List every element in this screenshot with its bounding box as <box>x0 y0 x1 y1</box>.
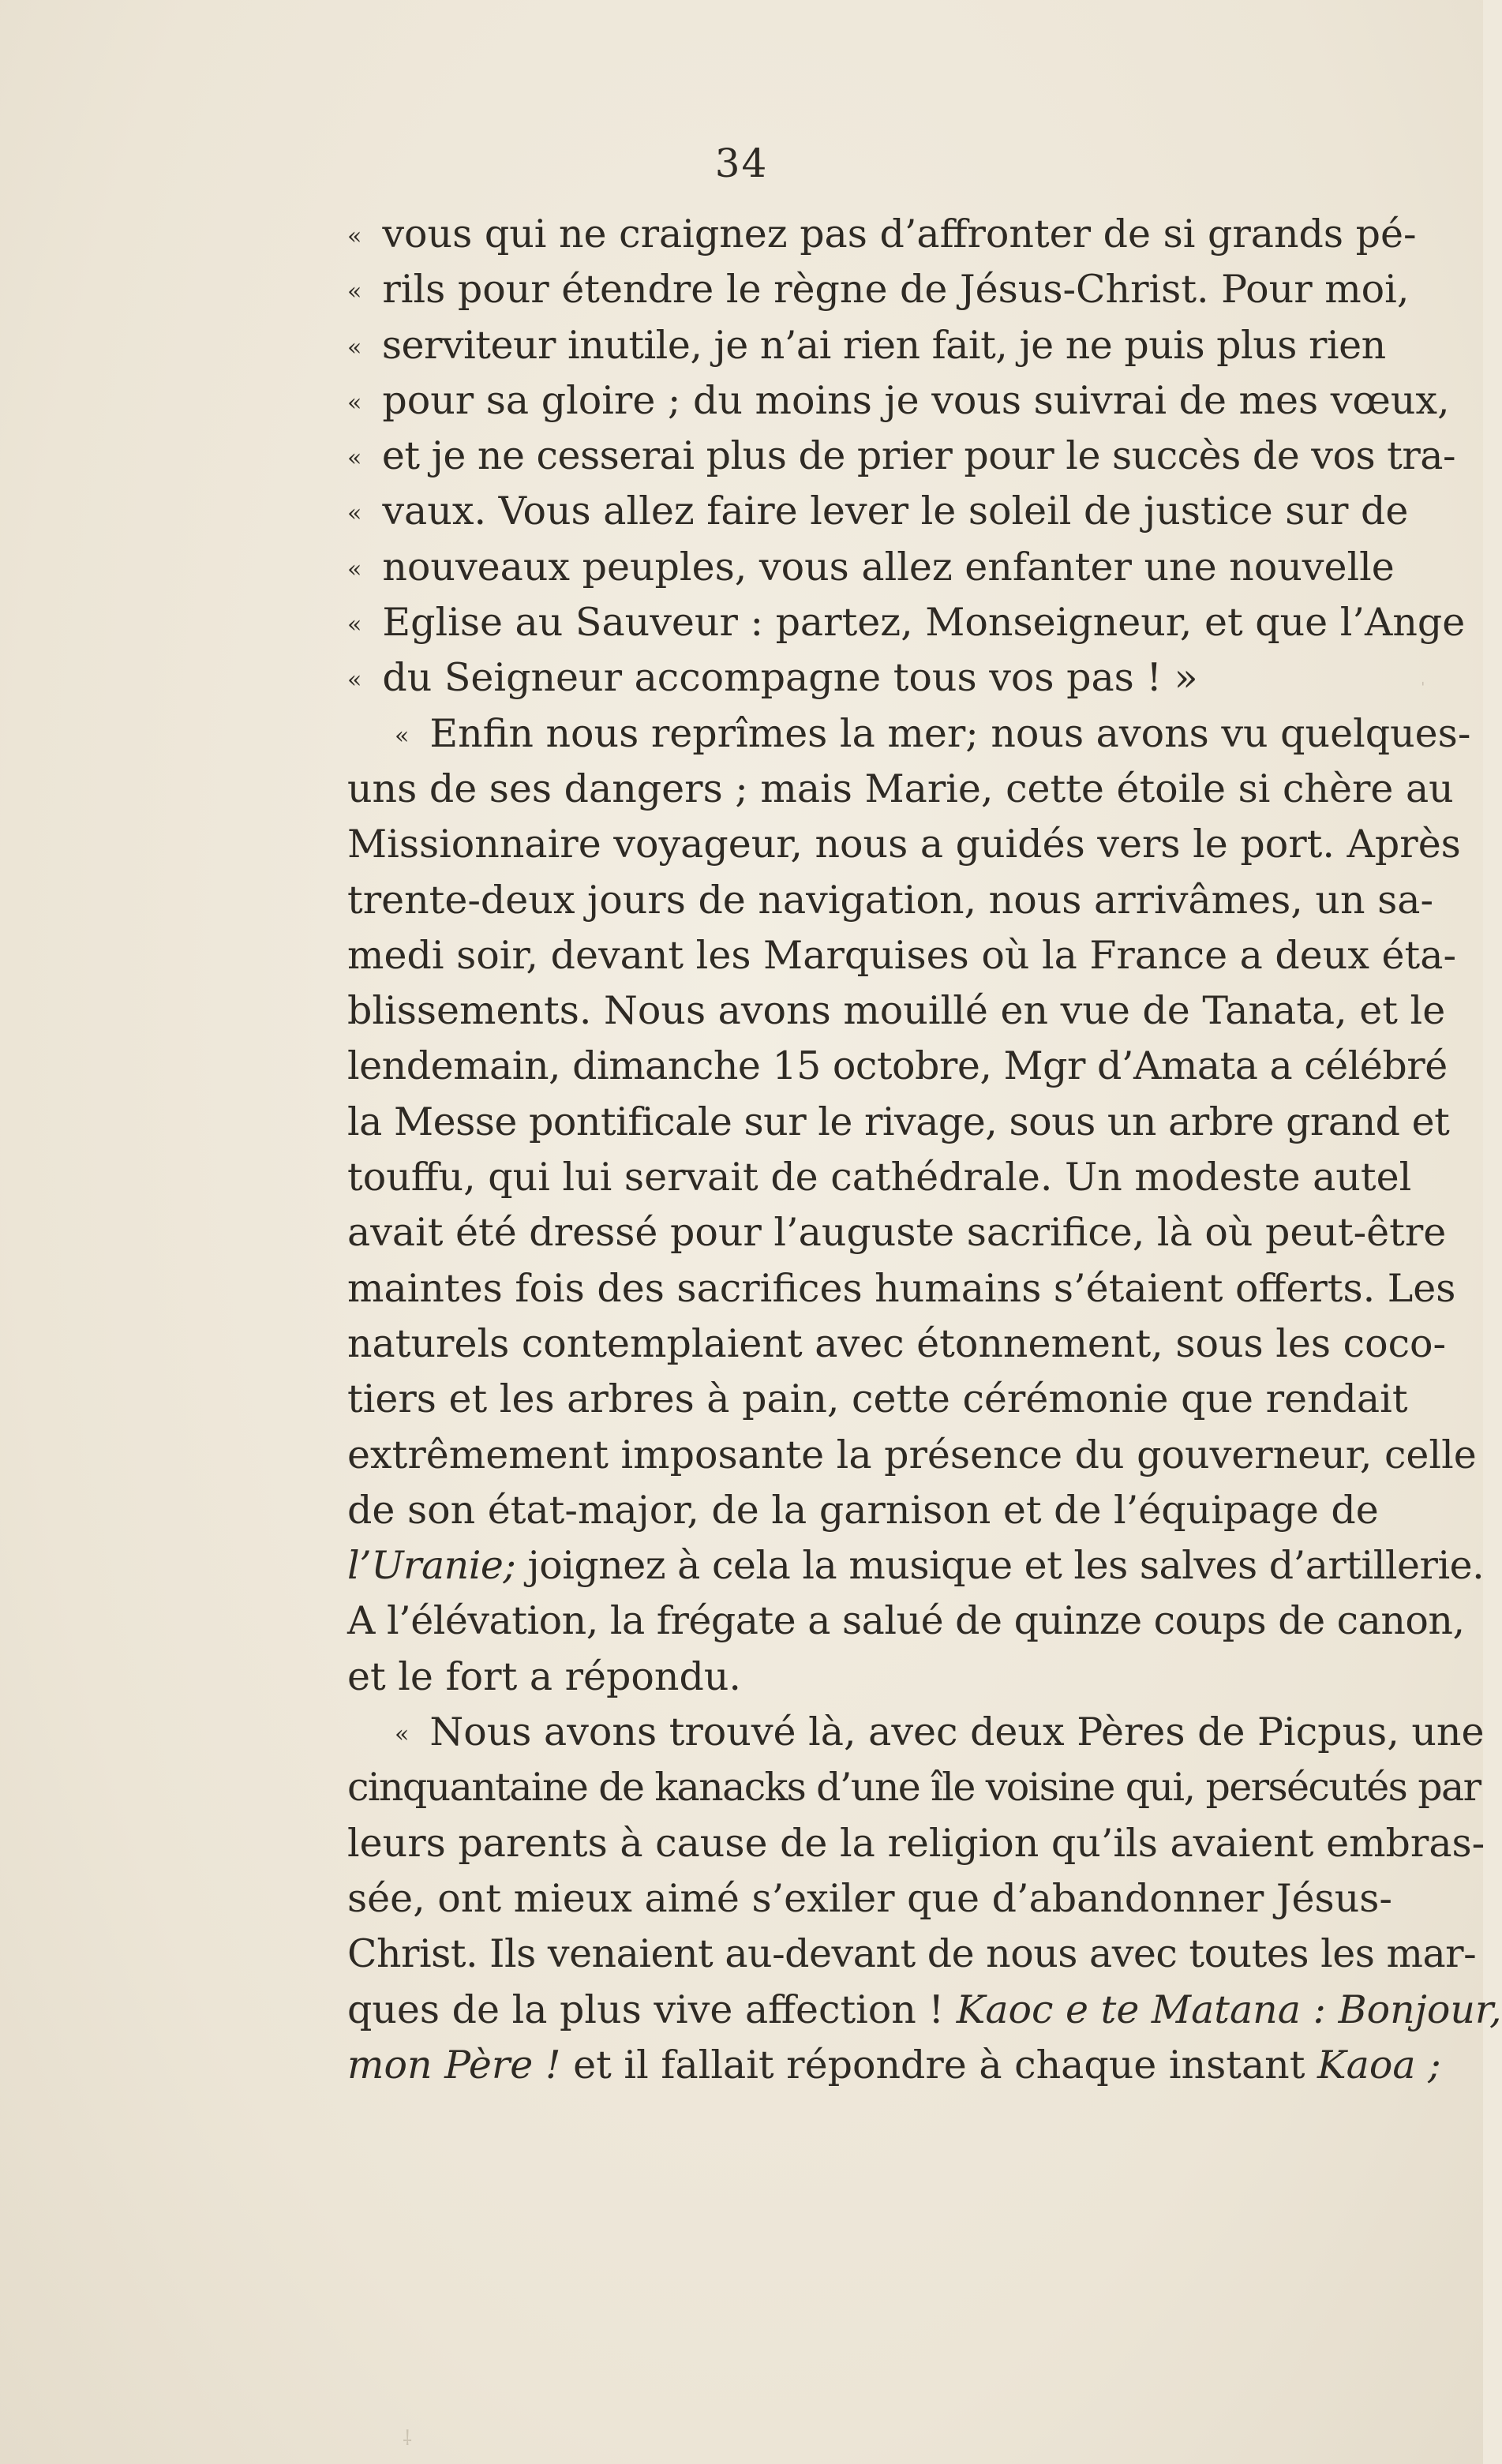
text-line: maintes fois des sacrifices humains s’étaient offerts. Les <box>347 1265 1456 1311</box>
italic-text: Kaoc e te Matana : Bonjour, <box>956 1987 1502 2032</box>
line-text: et je ne cesserai plus de prier pour le succès de vos tra- <box>381 433 1456 479</box>
text-line <box>347 595 1466 650</box>
text-line: de son état-major, de la garnison et de l’équipage de <box>347 1487 1379 1533</box>
line-text: vous qui ne craignez pas d’affronter de si grands pé- <box>382 212 1417 257</box>
line-text: rils pour étendre le règne de Jésus-Christ. Pour moi, <box>382 267 1410 313</box>
line-text: Enfin nous reprîmes la mer; nous avons vu quelques- <box>429 710 1471 756</box>
text-line: sée, ont mieux aimé s’exiler que d’abandonner Jésus- <box>347 1875 1392 1921</box>
text-line <box>347 650 1377 706</box>
text-line: tiers et les arbres à pain, cette cérémonie que rendait <box>347 1376 1408 1422</box>
text-line: lendemain, dimanche 15 octobre, Mgr d’Amata a célébré <box>347 1043 1448 1089</box>
line-text: vaux. Vous allez faire lever le soleil de justice sur de <box>382 489 1409 534</box>
paper-mark: ˈ <box>1421 679 1425 698</box>
line-text: joignez à cela la musique et les salves d’artillerie. <box>527 1543 1485 1589</box>
text-line: naturels contemplaient avec étonnement, sous les coco- <box>347 1320 1447 1366</box>
line-text: du Seigneur accompagne tous vos pas ! » <box>382 655 1198 701</box>
quote-mark: « <box>395 1721 410 1749</box>
text-line <box>347 706 1471 762</box>
quote-mark: « <box>347 278 362 306</box>
quote-mark: « <box>347 666 362 695</box>
quote-mark: « <box>347 223 362 250</box>
text-line <box>347 262 1410 317</box>
italic-text: mon Père ! <box>347 2042 561 2088</box>
text-line: Christ. Ils venaient au-devant de nous avec toutes les mar- <box>347 1931 1477 1977</box>
quote-mark: « <box>347 555 362 583</box>
line-text: serviteur inutile, je n’ai rien fait, je ne puis plus rien <box>381 322 1386 368</box>
quote-mark: « <box>347 388 362 417</box>
quote-mark: « <box>395 721 410 750</box>
text-line <box>347 429 1456 484</box>
text-line: trente-deux jours de navigation, nous arrivâmes, un sa- <box>347 877 1433 923</box>
quote-mark: « <box>347 333 361 361</box>
line-text: Eglise au Sauveur : partez, Monseigneur, et que l’Ange <box>382 600 1466 646</box>
text-line: et le fort a répondu. <box>347 1653 741 1699</box>
line-text: nouveaux peuples, vous allez enfanter une nouvelle <box>382 544 1395 590</box>
text-line <box>347 373 1450 429</box>
text-line <box>347 1983 1502 2038</box>
text-line: uns de ses dangers ; mais Marie, cette étoile si chère au <box>347 766 1454 811</box>
text-line <box>347 207 1417 262</box>
italic-text: Kaoa ; <box>1317 2042 1441 2088</box>
text-line: blissements. Nous avons mouillé en vue de Tanata, et le <box>347 988 1446 1034</box>
quote-mark: « <box>347 444 361 473</box>
quote-mark: « <box>347 500 362 528</box>
text-line <box>347 318 1386 373</box>
text-line <box>347 484 1409 539</box>
paper-mark: ⸸ <box>403 2427 413 2451</box>
text-line: medi soir, devant les Marquises où la France a deux éta- <box>347 932 1457 978</box>
text-line: touffu, qui lui servait de cathédrale. Un modeste autel <box>347 1155 1412 1200</box>
italic-text: l’Uranie; <box>347 1543 516 1589</box>
text-line <box>347 1705 1485 1760</box>
body-text <box>347 207 1502 2093</box>
text-line: extrêmement imposante la présence du gouverneur, celle <box>347 1432 1477 1477</box>
text-line: Missionnaire voyageur, nous a guidés vers le port. Après <box>347 822 1461 867</box>
text-line: cinquantaine de kanacks d’une île voisine qui, persécutés par <box>347 1765 1481 1811</box>
text-line: leurs parents à cause de la religion qu’ils avaient embras- <box>347 1820 1485 1866</box>
line-text: pour sa gloire ; du moins je vous suivrai de mes vœux, <box>382 377 1450 423</box>
line-text: Nous avons trouvé là, avec deux Pères de Picpus, une <box>429 1709 1485 1755</box>
text-line: A l’élévation, la frégate a salué de quinze coups de canon, <box>347 1598 1465 1644</box>
page-number: 34 <box>714 140 769 186</box>
line-text: et il fallait répondre à chaque instant <box>573 2042 1305 2088</box>
line-text: ques de la plus vive affection ! <box>347 1987 945 2032</box>
text-line <box>347 1538 1485 1593</box>
quote-mark: « <box>347 611 362 639</box>
text-line <box>347 540 1395 595</box>
text-line: avait été dressé pour l’auguste sacrifice, là où peut-être <box>347 1210 1447 1256</box>
text-line: la Messe pontificale sur le rivage, sous un arbre grand et <box>347 1099 1450 1144</box>
text-line <box>347 2038 1441 2093</box>
